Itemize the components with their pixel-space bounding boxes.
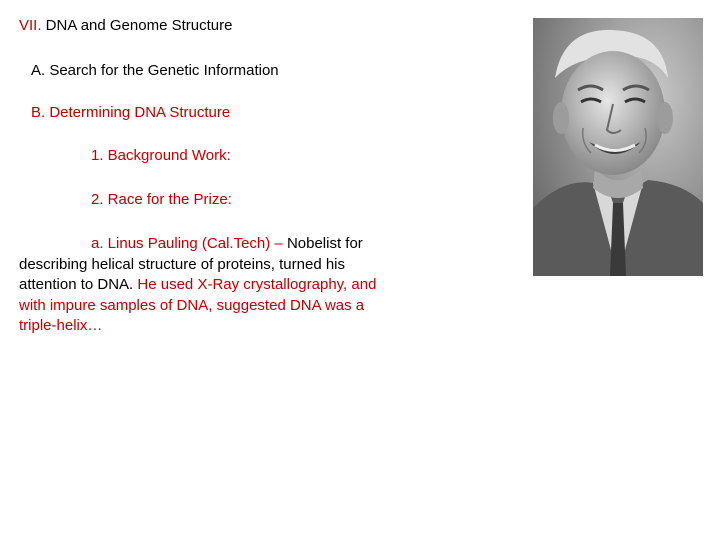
item-background-work: 1. Background Work:	[91, 147, 231, 164]
pauling-xray-text: He used X-Ray crystallography, and with impure samples of DNA, suggested DNA was a triple-helix…	[19, 276, 377, 334]
pauling-nobel-text: Nobelist for describing helical structure of proteins, turned his attention to DNA.	[19, 235, 363, 293]
title-roman-numeral: VII.	[19, 17, 42, 34]
title-text: DNA and Genome Structure	[41, 17, 233, 34]
linus-pauling-photo	[533, 18, 703, 276]
portrait-image	[533, 18, 703, 276]
section-a-heading: A. Search for the Genetic Information	[31, 62, 279, 79]
item-race-for-prize: 2. Race for the Prize:	[91, 191, 232, 208]
pauling-label: a. Linus Pauling (Cal.Tech) –	[91, 235, 287, 252]
section-b-heading: B. Determining DNA Structure	[31, 104, 231, 121]
slide-title	[19, 17, 232, 35]
pauling-paragraph	[19, 234, 379, 337]
